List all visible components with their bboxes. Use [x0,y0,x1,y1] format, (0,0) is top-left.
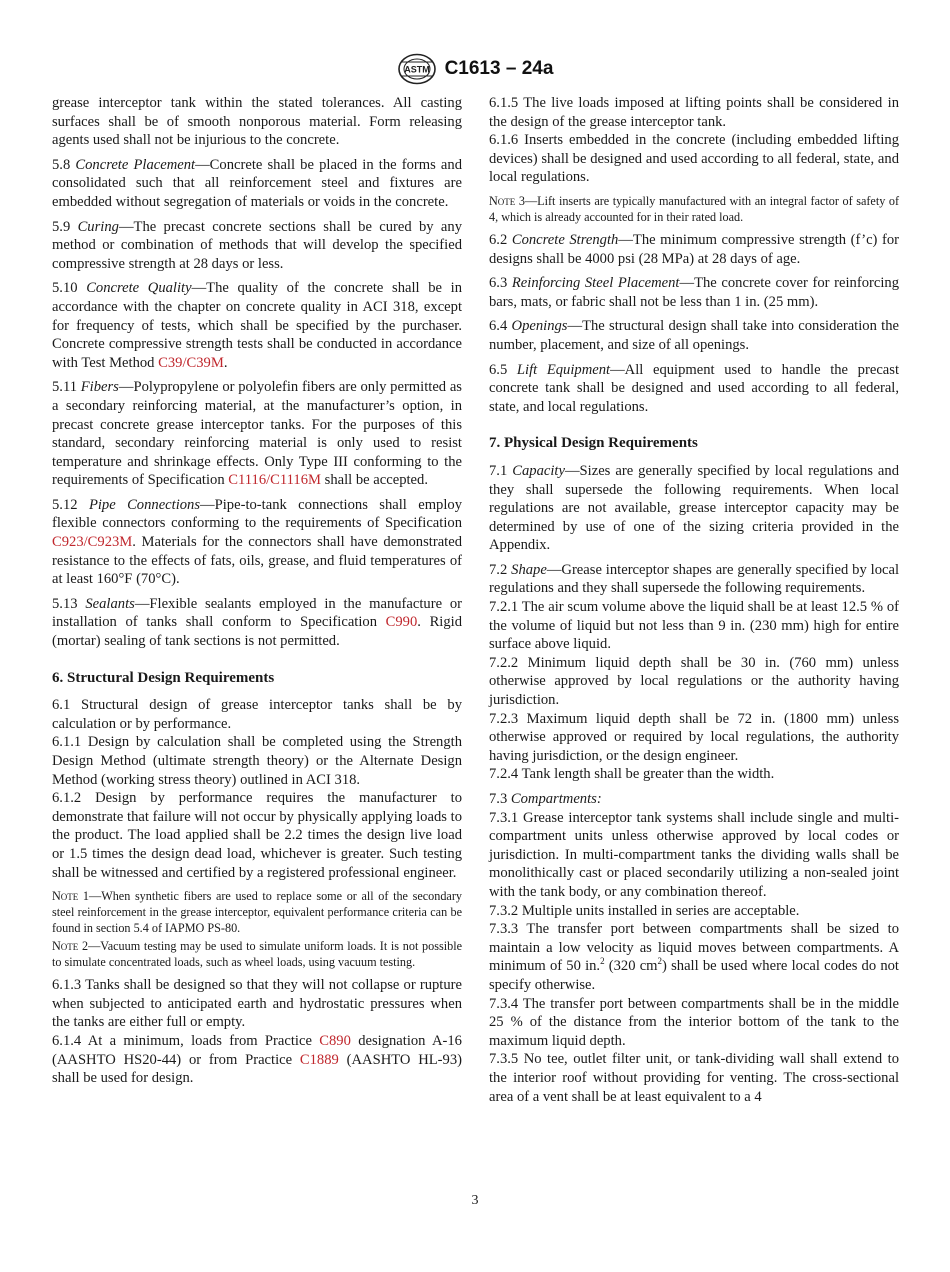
superscript: 2 [600,956,605,967]
text-run: 7.3 [489,791,511,807]
text-run: 5.12 [52,496,89,513]
paragraph [489,920,899,994]
paragraph [489,995,899,1051]
paragraph [52,94,462,150]
note-label: Note [52,939,79,954]
text-run: —The quality of the concrete shall be in accordance with the chapter on concrete quality in ACI 318, except for frequency of tests, which shall be specified by the purchaser. Concrete compressive strength tests shall be conducted in accordance with Test Method [52,280,462,371]
paragraph [52,156,462,212]
text-run: 6.1 Structural design of grease interceptor tanks shall be by calculation or by performance. [52,697,462,732]
paragraph [52,976,462,1032]
text-run: 6.3 [489,275,512,292]
astm-logo-text: ASTM [403,64,430,75]
text-run: —Grease interceptor shapes are generally specified by local regulations and they shall supersede the following requirements. [489,561,900,597]
right-column [489,94,899,1106]
text-run: 7.3.1 Grease interceptor tank systems shall include single and multi-compartment units unless otherwise approved by local codes or jurisdiction. In multi-compartment tanks the dividing walls shall be monolithically cast or placed secondarily utilizing a non-sealed joint with the tank body, or any combination thereof. [489,809,899,900]
text-run: 7.3.3 The transfer port between compartments shall be sized to maintain a low velocity as liquid moves between compartments. A minimum of 50 in. [489,921,899,975]
astm-logo-icon [397,53,437,85]
section-title: Openings [511,318,568,335]
text-run: 6.4 [489,318,512,335]
note-paragraph [52,888,462,936]
text-run: 6.2 [489,231,512,248]
text-run: —The minimum compressive strength (f’c) for designs shall be 4000 psi (28 MPa) at 28 days of age. [489,231,900,267]
section-title: Lift Equipment [516,361,611,378]
page-number: 3 [471,1193,479,1208]
text-run: 6.1.3 Tanks shall be designed so that they will not collapse or rupture when subjected to anticipated earth and hydrostatic pressures when the tanks are either full or empty. [52,977,462,1031]
section-title: Shape [511,561,547,578]
text-run: 7.2.1 The air scum volume above the liquid shall be at least 12.5 % of the volume of liquid but not less than 9 in. (230 mm) high for entire surface above liquid. [489,599,899,653]
reference-link[interactable]: C890 [319,1032,351,1049]
section-title: Fibers [80,379,119,396]
paragraph [489,274,899,311]
text-run: designation A-16 (AASHTO HS20-44) or from Practice [52,1032,462,1068]
paragraph [489,598,899,654]
text-run: 6.1.4 At a minimum, loads from Practice [52,1032,320,1049]
section-title: Capacity [512,462,565,479]
reference-link[interactable]: C990 [385,614,418,631]
paragraph [52,1032,462,1088]
text-run: (320 cm [604,958,658,975]
text-run: . [223,354,228,371]
note-label: Note [52,889,79,904]
text-run: 5.9 [52,218,78,235]
paragraph [489,902,899,921]
text-run: 3—Lift inserts are typically manufactured with an integral factor of safety of 4, which is already accounted for in their rated load. [489,193,899,224]
note-paragraph [489,193,899,225]
paragraph [52,789,462,882]
paragraph [489,654,899,710]
text-run: —Polypropylene or polyolefin fibers are only permitted as a secondary reinforcing material, at the manufacturer’s option, in precast concrete grease interceptor tanks. For the purposes of this standard, secondary reinforcing material is only used to resist temperature and shrinkage effects. Only Type III conforming to the requirements of Specification [52,379,462,489]
text-run: —The concrete cover for reinforcing bars, mats, or fabric shall not be less than 1 in. (25 mm). [489,275,899,310]
standard-designation: C1613 – 24a [444,58,554,79]
text-run: —Flexible sealants employed in the manufacture or installation of tanks shall conform to Specification [52,595,463,631]
section-heading [489,434,899,453]
section-title: Sealants [85,595,135,612]
section-title: Concrete Placement [75,156,196,173]
reference-link[interactable]: C1889 [299,1051,339,1068]
text-run: 5.10 [52,280,87,297]
text-run: —The structural design shall take into consideration the number, placement, and size of all openings. [489,318,899,353]
superscript: 2 [657,956,663,967]
text-run: 7.2.4 Tank length shall be greater than the width. [489,766,775,783]
text-run: 5.13 [52,595,86,612]
text-run: 5.11 [52,379,81,396]
text-run: —The precast concrete sections shall be cured by any method or combination of methods that will develop the specified compressive strength at 28 days or less. [52,218,463,272]
text-run: grease interceptor tank within the stated tolerances. All casting surfaces shall be of smooth nonporous material. Form releasing agents used shall not be injurious to the concrete. [52,95,462,149]
text-run: 6.1.2 Design by performance requires the manufacturer to demonstrate that failure will not occur by physically applying loads to the product. The load applied shall be 2.2 times the design live load or 1.5 times the design dead load, whichever is greater. Such testing shall be witnessed and certified by a registered professional engineer. [52,790,462,881]
section-title: Concrete Quality [86,280,192,297]
text-run: —Pipe-to-tank connections shall employ flexible connectors conforming to the requirements of Specification [52,496,463,532]
text-run: 7.1 [489,462,513,479]
paragraph [489,361,899,417]
paragraph [489,765,899,784]
paragraph [489,231,899,268]
paragraph [489,561,899,598]
text-run: 6.1.5 The live loads imposed at lifting points shall be considered in the design of the grease interceptor tank. [489,95,899,130]
left-column [52,94,462,1088]
paragraph [52,378,462,490]
section-title: Pipe Connections [88,496,201,513]
section-title: Reinforcing Steel Placement [511,275,680,292]
paragraph [52,595,462,651]
paragraph [489,94,899,131]
paragraph [489,809,899,902]
text-run: 6.1.6 Inserts embedded in the concrete (including embedded lifting devices) shall be designed and used according to all federal, state, and local regulations. [489,132,899,186]
text-run: 1—When synthetic fibers are used to replace some or all of the secondary steel reinforcement in the grease interceptor, equivalent performance criteria can be found in section 5.4 of IAPMO PS-80. [52,889,462,936]
reference-link[interactable]: C1116/C1116M [228,472,321,489]
page-header [0,52,950,86]
paragraph [52,496,462,589]
paragraph [489,1050,899,1106]
paragraph [52,218,462,274]
section-title: Concrete Strength [511,231,619,248]
text-run: 2—Vacuum testing may be used to simulate uniform loads. It is not possible to simulate concentrated loads, such as wheel loads, using vacuum testing. [52,939,462,970]
paragraph [52,279,462,372]
text-run: 7. Physical Design Requirements [489,435,698,452]
note-paragraph [52,938,462,970]
reference-link[interactable]: C39/C39M [158,354,224,371]
paragraph [52,696,462,733]
paragraph [489,710,899,766]
text-run: 7.2 [489,561,512,578]
reference-link[interactable]: C923/C923M [52,534,133,551]
text-run: 7.3.4 The transfer port between compartments shall be in the middle 25 % of the distance from the interior bottom of the tank to the maximum liquid depth. [489,995,899,1049]
paragraph [489,462,899,555]
section-title: Compartments: [510,791,602,807]
text-run: 6.1.1 Design by calculation shall be completed using the Strength Design Method (ultimate strength theory) or the Alternate Design Method (working stress theory) outlined in ACI 318. [52,734,462,788]
section-title: Curing [77,218,119,235]
text-run: shall be accepted. [321,472,428,489]
text-run: 7.3.5 No tee, outlet filter unit, or tank-dividing wall shall extend to the interior roof without providing for venting. The cross-sectional area of a vent shall be at least equivalent to a 4 [489,1051,899,1105]
paragraph [52,733,462,789]
text-run: . Materials for the connectors shall have demonstrated resistance to the effects of fats, oils, grease, and fluid temperatures of at least 160°F (70°C). [52,534,462,588]
note-label: Note [489,193,516,208]
text-run: —All equipment used to handle the precast concrete tank shall be designed and used according to all federal, state, and local regulations. [489,361,900,415]
text-run: 6. Structural Design Requirements [52,669,275,686]
paragraph [489,790,899,809]
text-run: 7.2.3 Maximum liquid depth shall be 72 in. (1800 mm) unless otherwise approved or required by local regulations, the authority having jurisdiction, or the design engineer. [489,710,899,764]
text-run: 6.5 [489,361,517,378]
paragraph [489,131,899,187]
text-run: 7.2.2 Minimum liquid depth shall be 30 in. (760 mm) unless otherwise approved by local regulations or the authority having jurisdiction. [489,654,899,709]
text-run: —Sizes are generally specified by local regulations and they shall supersede the following requirements. When local regulations are not available, grease interceptor capacity may be determined by use of one of the sizing criteria provided in the Appendix. [489,462,900,554]
text-run: . Rigid (mortar) sealing of tank sections is not permitted. [52,614,463,650]
text-run: 7.3.2 Multiple units installed in series are acceptable. [489,902,800,919]
section-heading [52,669,462,688]
text-run: —Concrete shall be placed in the forms and consolidated such that all reinforcement steel and fixtures are embedded without segregation of materials or voids in the concrete. [52,156,463,210]
text-run: (AASHTO HL-93) shall be used for design. [52,1051,462,1087]
text-run: 5.8 [52,156,76,173]
text-run: ) shall be used where local codes do not specify otherwise. [489,958,899,993]
paragraph [489,317,899,354]
